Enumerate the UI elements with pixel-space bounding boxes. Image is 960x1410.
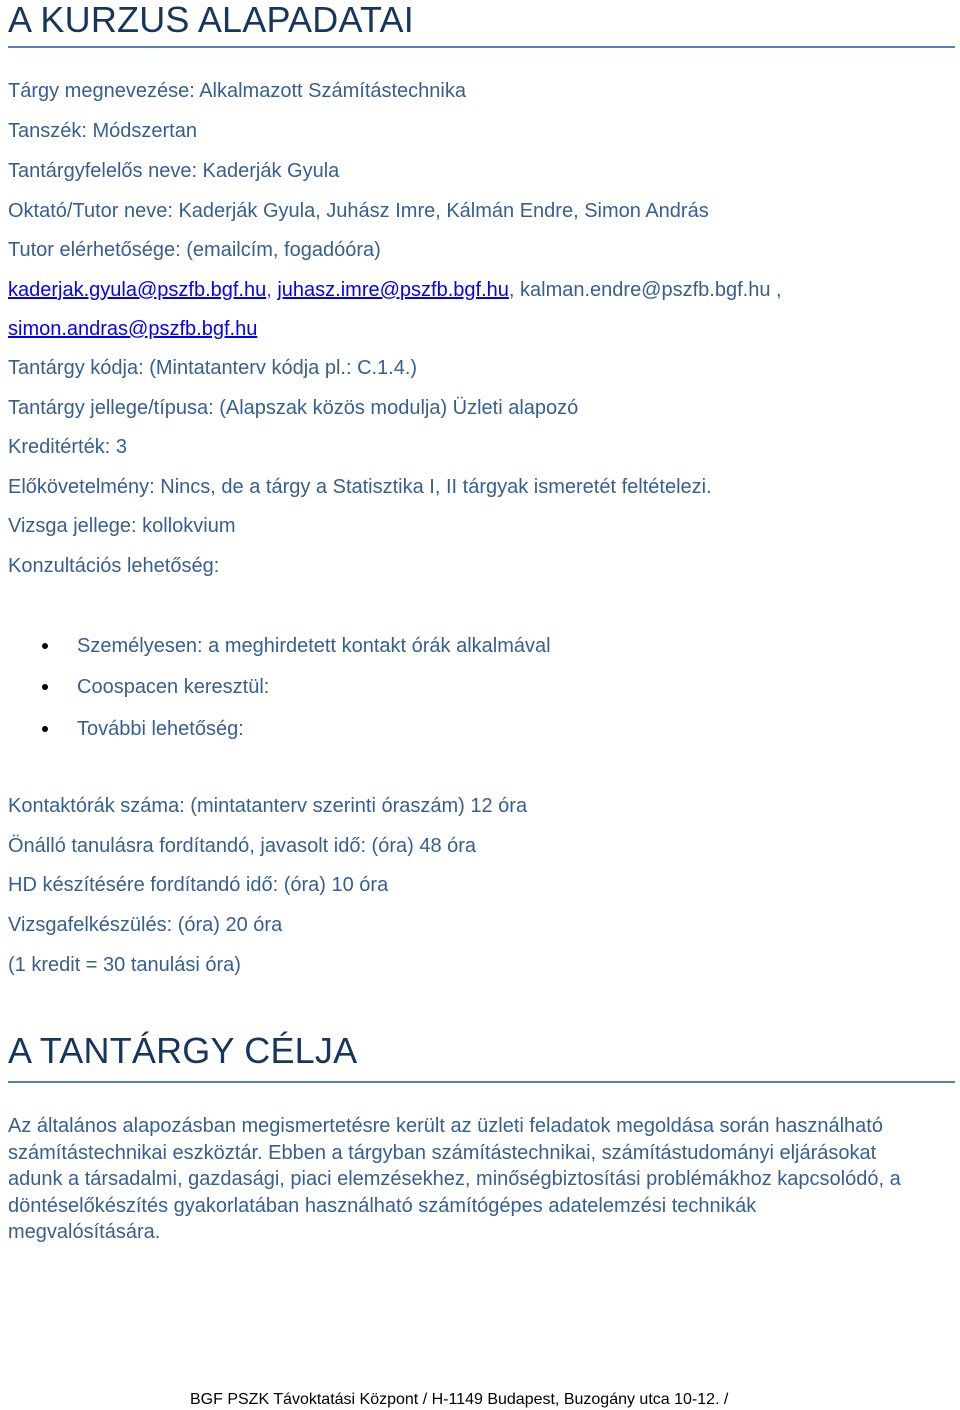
- tutors-line: Oktató/Tutor neve: Kaderják Gyula, Juhász Imre, Kálmán Endre, Simon András: [8, 200, 709, 222]
- contact-hours-line: Kontaktórák száma: (mintatanterv szerinti óraszám) 12 óra: [8, 795, 528, 817]
- email-text-kalman: , kalman.endre@pszfb.bgf.hu ,: [508, 279, 782, 301]
- code-line: Tantárgy kódja: (Mintatanterv kódja pl.: C.1.4.): [8, 357, 418, 379]
- email-line-2: [8, 316, 257, 342]
- email-link-simon[interactable]: simon.andras@pszfb.bgf.hu: [8, 318, 258, 340]
- bullet-icon: [42, 726, 48, 732]
- hd-line: HD készítésére fordítandó idő: (óra) 10 óra: [8, 874, 389, 896]
- type-line: Tantárgy jellege/típusa: (Alapszak közös modulja) Üzleti alapozó: [8, 397, 579, 419]
- exam-type-line: Vizsga jellege: kollokvium: [8, 515, 236, 537]
- responsible-line: Tantárgyfelelős neve: Kaderják Gyula: [8, 160, 340, 182]
- list-item: További lehetőség:: [77, 718, 244, 740]
- subject-line: Tárgy megnevezése: Alkalmazott Számítástechnika: [8, 80, 466, 102]
- department-line: Tanszék: Módszertan: [8, 120, 197, 142]
- self-study-line: Önálló tanulásra fordítandó, javasolt idő: (óra) 48 óra: [8, 835, 477, 857]
- heading-rule: [8, 46, 955, 48]
- goal-paragraph: Az általános alapozásban megismertetésre került az üzleti feladatok megoldása során használható számítástechnikai eszköztár. Ebben a tárgyban számítástechnikai, számítástudományi eljárásokat adunk a társadalmi, gazdasági, piaci elemzésekhez, minőségbiztosítási problémákhoz kapcsolódó, a döntéselőkészítés gyakorlatában használható számítógépes adatelemzési technikák megvalósítására.: [8, 1115, 901, 1243]
- credit-line: Kreditérték: 3: [8, 436, 127, 458]
- exam-prep-line: Vizsgafelkészülés: (óra) 20 óra: [8, 914, 283, 936]
- contact-line: Tutor elérhetősége: (emailcím, fogadóóra): [8, 239, 381, 261]
- page-footer: BGF PSZK Távoktatási Központ / H-1149 Budapest, Buzogány utca 10-12. /: [190, 1391, 729, 1408]
- email-separator: ,: [266, 279, 278, 301]
- email-link-kaderjak[interactable]: kaderjak.gyula@pszfb.bgf.hu: [8, 279, 267, 301]
- heading-rule: [8, 1081, 955, 1083]
- list-item: Coospacen keresztül:: [77, 676, 270, 698]
- email-link-juhasz[interactable]: juhasz.imre@pszfb.bgf.hu: [277, 279, 509, 301]
- credit-note-line: (1 kredit = 30 tanulási óra): [8, 954, 241, 976]
- section-heading-goal: A TANTÁRGY CÉLJA: [8, 1030, 358, 1071]
- list-item: Személyesen: a meghirdetett kontakt órák alkalmával: [77, 635, 551, 657]
- section-heading-basics: A KURZUS ALAPADATAI: [8, 0, 414, 40]
- bullet-icon: [42, 643, 48, 649]
- prerequisite-line: Előkövetelmény: Nincs, de a tárgy a Statisztika I, II tárgyak ismeretét feltételezi.: [8, 476, 712, 498]
- bullet-icon: [42, 684, 48, 690]
- consultation-line: Konzultációs lehetőség:: [8, 555, 220, 577]
- email-line: [8, 277, 782, 303]
